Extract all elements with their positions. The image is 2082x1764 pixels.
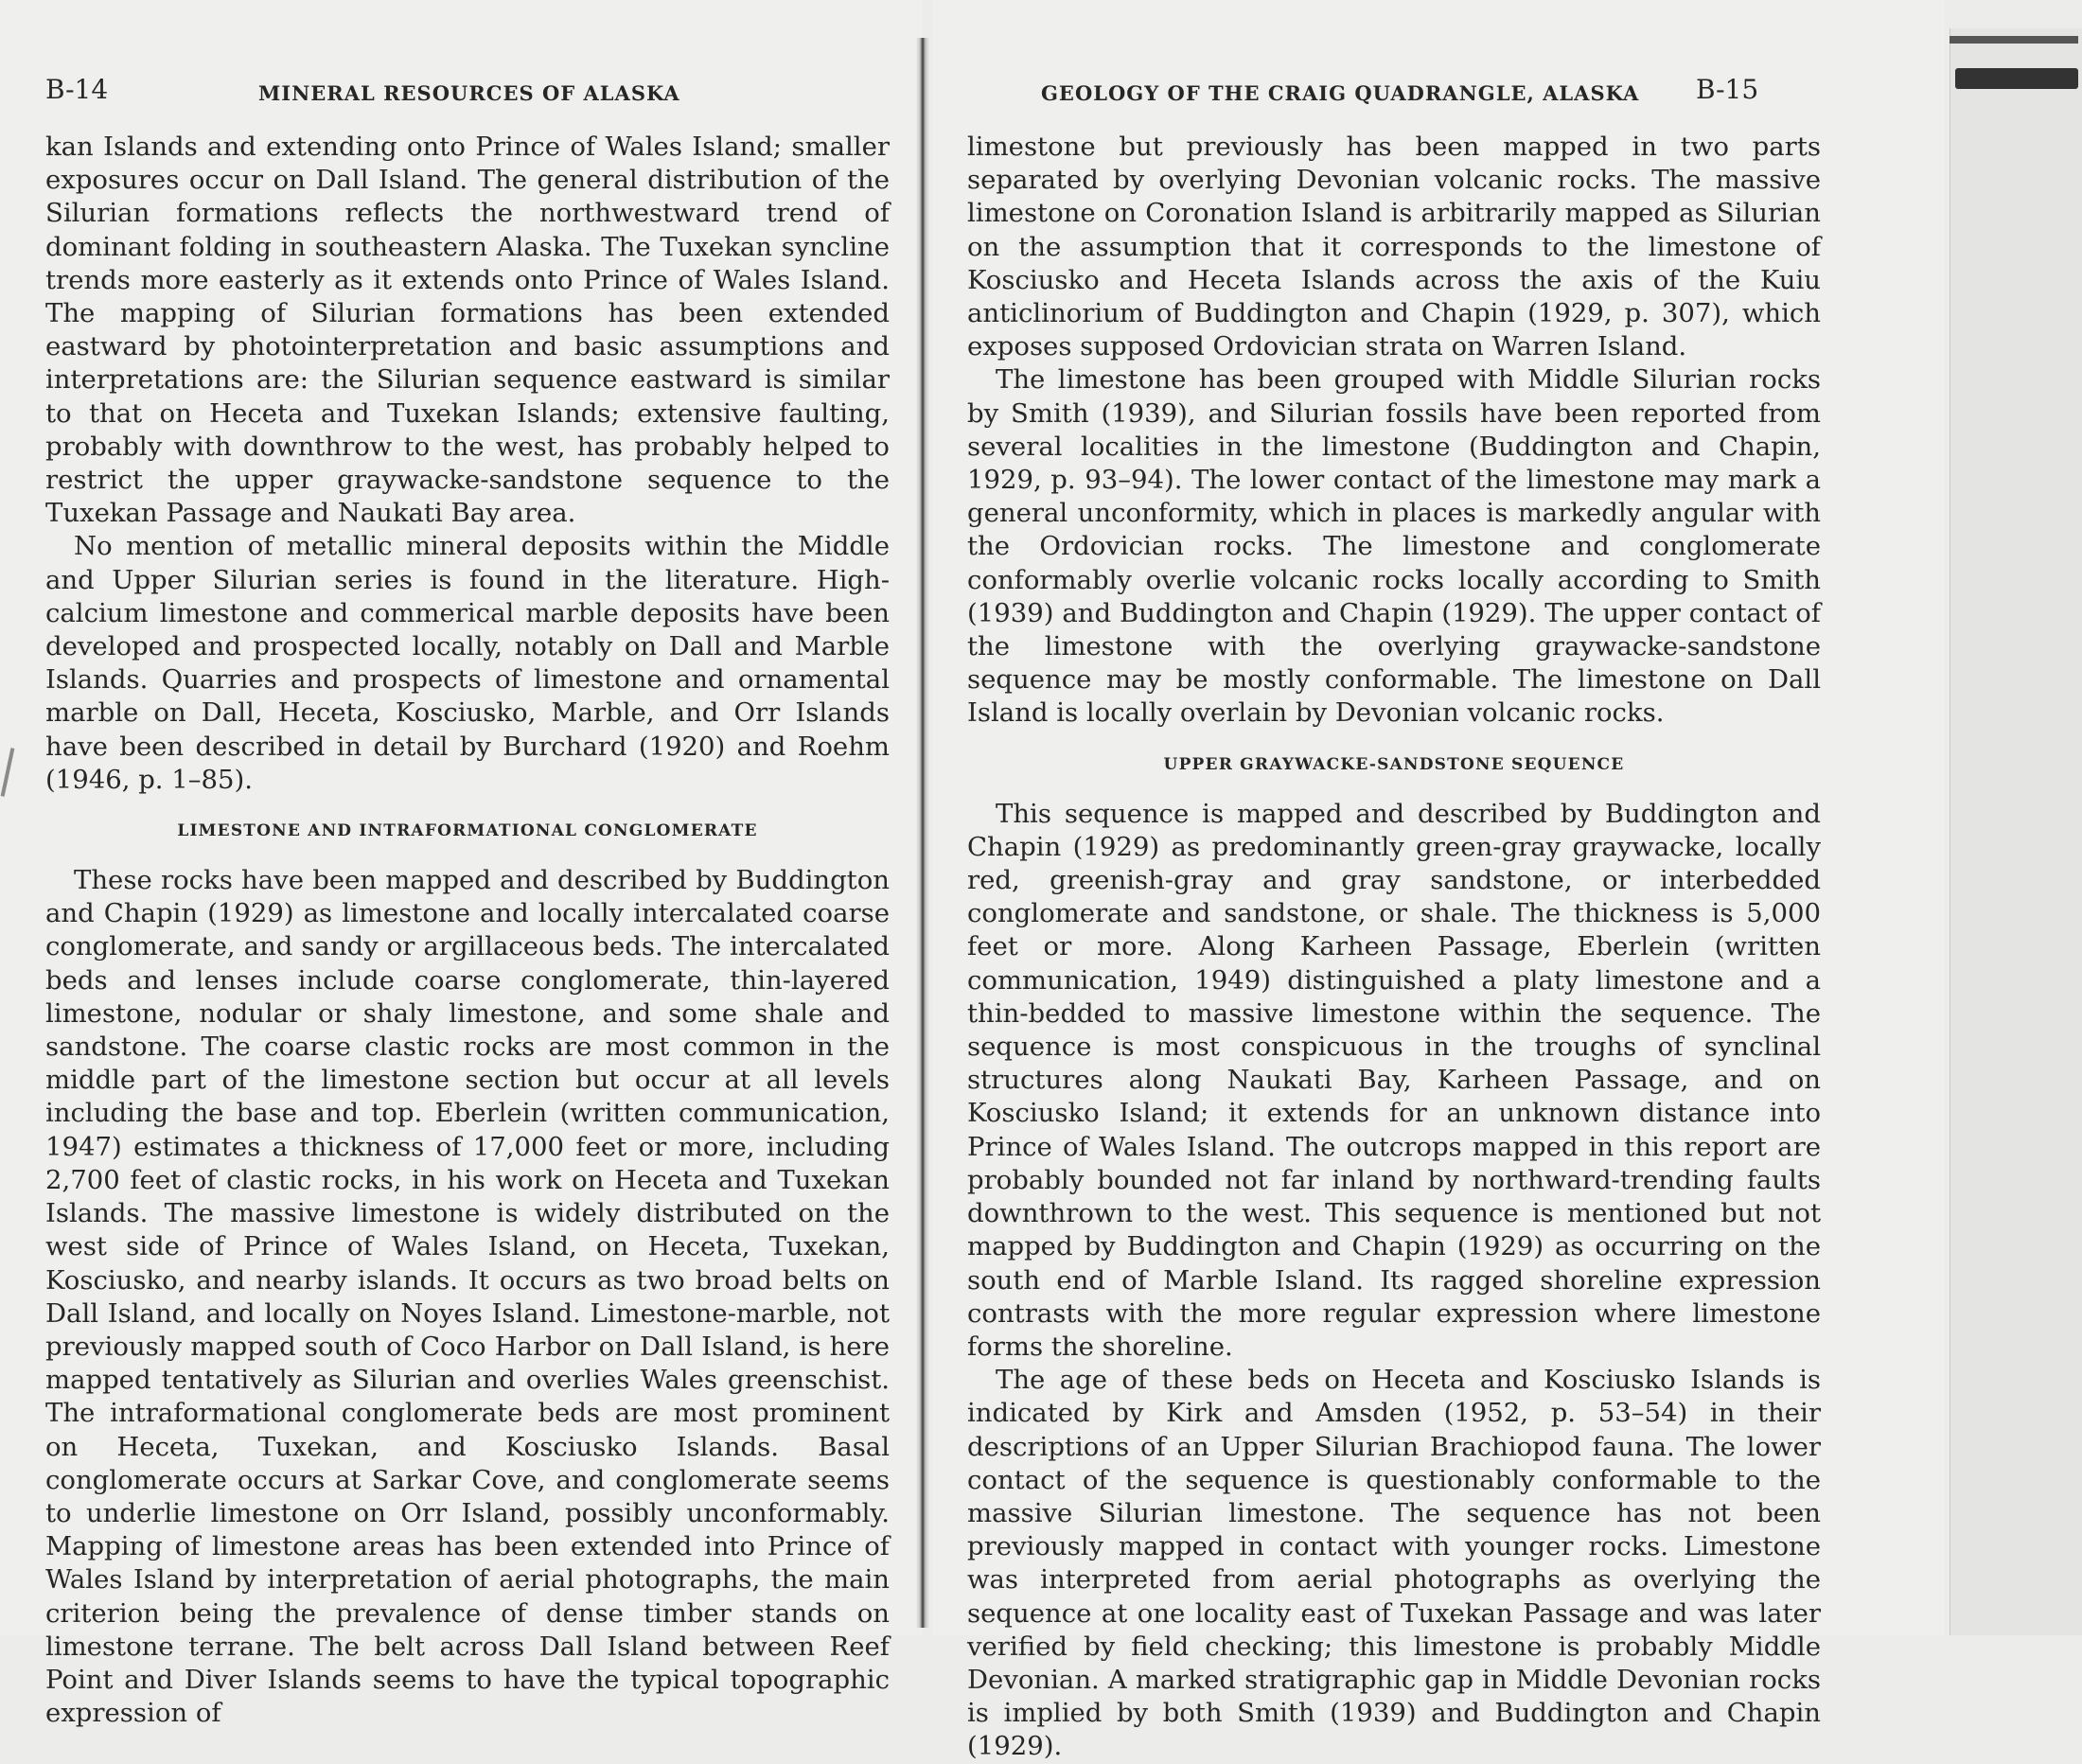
left-page-number: B-14 [45,74,109,105]
right-section-paragraph-2: The age of these beds on Heceta and Kosciusko Islands is indicated by Kirk and Amsden (1952, p. 53–54) in their descriptions of an Upper Silurian Brachiopod fauna. The lower contact of the sequence is questionably conformable to the massive Silurian limestone. The sequence has not been previously mapped in contact with younger rocks. Limestone was interpreted from aerial photographs as overlying the sequence at one locality east of Tuxekan Passage and was later verified by field checking; this limestone is probably Middle Devonian. A marked stratigraphic gap in Middle Devonian rocks is implied by both Smith (1939) and Buddington and Chapin (1929). [967,1365,1821,1762]
right-section-paragraph-1: This sequence is mapped and described by Buddington and Chapin (1929) as predominantly green-gray graywacke, locally red, greenish-gray and gray sandstone, or interbedded conglomerate and sandstone, or shale. The thickness is 5,000 feet or more. Along Karheen Passage, Eberlein (written communication, 1949) distinguished a platy limestone and a thin-bedded to massive limestone within the sequence. The sequence is most conspicuous in the troughs of synclinal structures along Naukati Bay, Karheen Passage, and on Kosciusko Island; it extends for an unknown distance into Prince of Wales Island. The outcrops mapped in this report are probably bounded not far inland by northward-trending faults downthrown to the west. This sequence is mentioned but not mapped by Buddington and Chapin (1929) as occurring on the south end of Marble Island. Its ragged shoreline expression contrasts with the more regular expression where limestone forms the shoreline. [967,798,1821,1362]
right-text-column [967,131,1821,1764]
right-paragraph-1: limestone but previously has been mapped in two parts separated by overlying Devonian volcanic rocks. The massive limestone on Coronation Island is arbitrarily mapped as Silurian on the assumption that it corresponds to the limestone of Kosciusko and Heceta Islands across the axis of the Kuiu anticlinorium of Buddington and Chapin (1929, p. 307), which exposes supposed Ordovician strata on Warren Island. [967,132,1821,362]
left-paragraph-1: kan Islands and extending onto Prince of Wales Island; smaller exposures occur on Dall Island. The general distribution of the Silurian formations reflects the northwestward trend of dominant folding in southeastern Alaska. The Tuxekan syncline trends more easterly as it extends onto Prince of Wales Island. The mapping of Silurian formations has been extended eastward by photointerpretation and basic assumptions and interpretations are: the Silurian sequence eastward is similar to that on Heceta and Tuxekan Islands; extensive faulting, probably with downthrow to the west, has probably helped to restrict the upper graywacke-sandstone sequence to the Tuxekan Passage and Naukati Bay area. [45,132,890,529]
book-gutter [916,38,929,1628]
left-running-title: MINERAL RESOURCES OF ALASKA [258,81,680,105]
right-paragraph-2: The limestone has been grouped with Middle Silurian rocks by Smith (1939), and Silurian fossils have been reported from several localities in the limestone (Buddington and Chapin, 1929, p. 93–94). The lower contact of the limestone may mark a general unconformity, which in places is markedly angular with the Ordovician rocks. The limestone and conglomerate conformably overlie volcanic rocks locally according to Smith (1939) and Buddington and Chapin (1929). The upper contact of the limestone with the overlying graywacke-sandstone sequence may be mostly conformable. The limestone on Dall Island is locally overlain by Devonian volcanic rocks. [967,364,1821,729]
page-edge-tab [1955,68,2078,89]
next-page-edge [1950,28,2082,1635]
right-page-number: B-15 [1696,74,1759,105]
left-section-paragraph-1: These rocks have been mapped and described by Buddington and Chapin (1929) as limestone and locally intercalated coarse conglomerate, and sandy or argillaceous beds. The intercalated beds and lenses include coarse conglomerate, thin-layered limestone, nodular or shaly limestone, and some shale and sandstone. The coarse clastic rocks are most common in the middle part of the limestone section but occur at all levels including the base and top. Eberlein (written communication, 1947) estimates a thickness of 17,000 feet or more, including 2,700 feet of clastic rocks, in his work on Heceta and Tuxekan Islands. The massive limestone is widely distributed on the west side of Prince of Wales Island, on Heceta, Tuxekan, Kosciusko, and nearby islands. It occurs as two broad belts on Dall Island, and locally on Noyes Island. Limestone-marble, not previously mapped south of Coco Harbor on Dall Island, is here mapped tentatively as Silurian and overlies Wales greenschist. The intraformational conglomerate beds are most prominent on Heceta, Tuxekan, and Kosciusko Islands. Basal conglomerate occurs at Sarkar Cove, and conglomerate seems to underlie limestone on Orr Island, possibly unconformably. Mapping of limestone areas has been extended into Prince of Wales Island by interpretation of aerial photographs, the main criterion being the prevalence of dense timber stands on limestone terrane. The belt across Dall Island between Reef Point and Diver Islands seems to have the typical topographic expression of [45,865,890,1729]
left-section-heading: LIMESTONE AND INTRAFORMATIONAL CONGLOMERATE [177,821,758,841]
left-paragraph-2: No mention of metallic mineral deposits within the Middle and Upper Silurian series is found in the literature. High-calcium limestone and commerical marble deposits have been developed and prospected locally, notably on Dall and Marble Islands. Quarries and prospects of limestone and ornamental marble on Dall, Heceta, Kosciusko, Marble, and Orr Islands have been described in detail by Burchard (1920) and Roehm (1946, p. 1–85). [45,531,890,795]
right-running-head [1041,74,1864,110]
page-edge-mark [1950,36,2078,44]
right-section-heading: UPPER GRAYWACKE-SANDSTONE SEQUENCE [1163,754,1625,774]
left-running-head [45,74,897,110]
right-running-title: GEOLOGY OF THE CRAIG QUADRANGLE, ALASKA [1041,81,1640,105]
left-text-column [45,131,890,1730]
